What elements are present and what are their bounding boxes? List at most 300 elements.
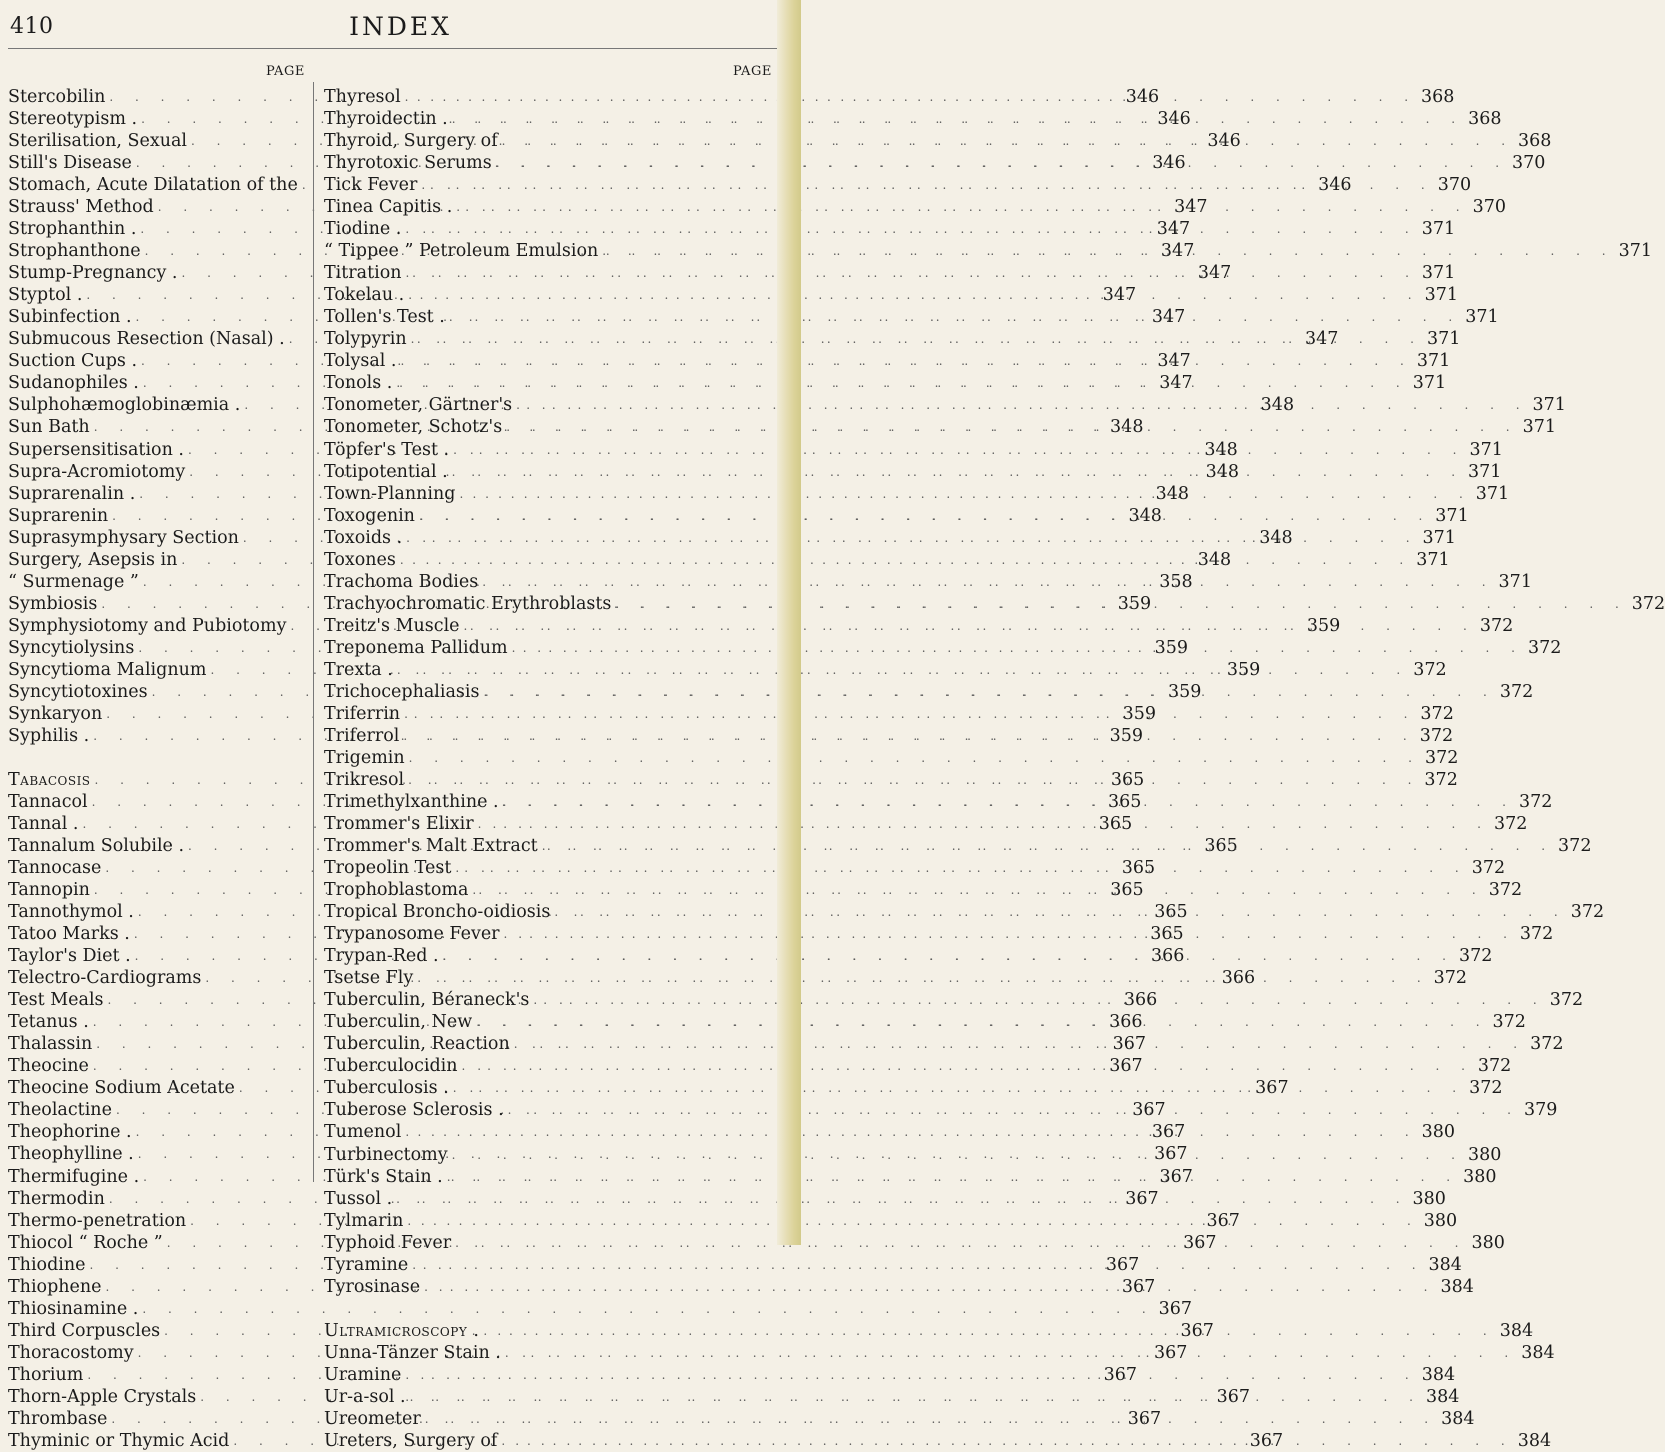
page-reference: 366 <box>1109 1012 1143 1033</box>
page-reference: 347 <box>1151 307 1186 328</box>
leader-dots <box>420 1276 1436 1298</box>
index-term: Stereotypism . <box>8 109 138 130</box>
leader-dots <box>502 416 1518 438</box>
index-term: Triferrol <box>324 725 400 746</box>
leader-dots <box>499 791 1515 813</box>
page-reference: 380 <box>1423 1210 1458 1231</box>
index-term: Syphilis . <box>8 725 90 746</box>
index-term: Sulphohæmoglobinæmia . <box>8 395 241 416</box>
leader-dots <box>401 86 1417 108</box>
index-term: Thiodine <box>8 1254 86 1275</box>
leader-dots <box>550 901 1566 923</box>
index-term: Tyrosinase <box>324 1276 421 1297</box>
page-reference: 365 <box>1154 902 1188 923</box>
leader-dots <box>451 1232 1467 1254</box>
page-reference: 371 <box>1416 549 1450 570</box>
leader-dots <box>402 527 1418 549</box>
index-term: Sudanophiles . <box>8 373 139 394</box>
page-reference: 366 <box>1150 946 1185 967</box>
index-term: Theolactine <box>8 1100 112 1121</box>
page-reference: 365 <box>1098 814 1133 834</box>
leader-dots <box>401 1364 1417 1386</box>
page-reference: 371 <box>1469 439 1503 460</box>
page-reference: 367 <box>1103 1364 1138 1385</box>
leader-dots <box>468 879 1484 901</box>
page-reference: 372 <box>1530 1034 1564 1055</box>
page-reference: 380 <box>1467 1144 1502 1165</box>
page-reference: 347 <box>1156 219 1191 240</box>
page-reference: 371 <box>1421 263 1456 284</box>
leader-dots <box>460 615 1476 637</box>
page-reference: 372 <box>1549 990 1584 1011</box>
page-reference: 366 <box>1123 990 1158 1011</box>
index-term: Trophoblastoma <box>324 880 469 901</box>
index-entry <box>324 747 1459 769</box>
index-term: Theophylline . <box>8 1144 134 1165</box>
index-term: Thorn-Apple Crystals <box>8 1386 197 1407</box>
index-term: Thyminic or Thymic Acid <box>8 1430 230 1451</box>
index-term: Trikresol <box>324 769 405 790</box>
leader-dots <box>399 725 1415 747</box>
page-reference: 367 <box>1127 1408 1162 1429</box>
page-reference: 365 <box>1204 836 1238 857</box>
page-reference: 372 <box>1479 615 1514 636</box>
index-term: Stercobilin <box>8 87 106 107</box>
index-term: Suprasymphysary Section <box>8 527 239 548</box>
page-reference: 348 <box>1197 549 1232 570</box>
page-reference: 366 <box>1221 968 1256 989</box>
index-term: “ Surmenage ” <box>8 571 139 592</box>
leader-dots <box>407 328 1423 350</box>
index-term: Thermo-penetration <box>8 1210 187 1231</box>
page-reference: 367 <box>1183 1232 1217 1253</box>
index-term: “ Tippee ” Petroleum Emulsion <box>324 241 599 262</box>
index-term: Tannacol <box>8 791 88 812</box>
leader-dots <box>396 549 1412 571</box>
page-reference: 371 <box>1468 461 1502 482</box>
header-rule <box>8 48 778 49</box>
index-term: Titration <box>324 263 402 284</box>
leader-dots <box>448 108 1464 130</box>
page-reference: 347 <box>1102 285 1137 306</box>
page-reference: 370 <box>1472 197 1507 218</box>
page-reference: 384 <box>1440 1276 1474 1297</box>
index-term: Thermifugine . <box>8 1166 140 1187</box>
index-term: Totipotential . <box>324 461 448 482</box>
index-term: Suprarenalin . <box>8 483 136 504</box>
page-reference: 359 <box>1154 637 1189 658</box>
index-term: Styptol . <box>8 285 83 306</box>
page-reference: 380 <box>1463 1166 1497 1187</box>
page-reference: 367 <box>1151 1122 1186 1143</box>
page-reference: 348 <box>1155 483 1190 504</box>
index-term: Treponema Pallidum <box>324 637 508 658</box>
index-term: Thiocol “ Roche ” <box>8 1232 163 1253</box>
leader-dots <box>392 372 1408 394</box>
index-term: Tannal . <box>8 814 79 834</box>
index-term: Test Meals <box>8 990 104 1011</box>
page-reference: 371 <box>1412 373 1447 394</box>
index-term: Telectro-Cardiograms <box>8 968 202 989</box>
index-term: Tylmarin <box>324 1210 404 1231</box>
leader-dots <box>406 1386 1422 1408</box>
page-reference: 372 <box>1492 1012 1526 1033</box>
leader-dots <box>445 306 1461 328</box>
running-title: INDEX <box>349 12 452 41</box>
page-reference: 371 <box>1421 219 1456 240</box>
page-reference: 348 <box>1128 505 1162 526</box>
page-reference: 348 <box>1110 417 1144 438</box>
page-reference: 384 <box>1428 1254 1462 1275</box>
page-reference: 384 <box>1499 1320 1534 1341</box>
index-term: Subinfection . <box>8 307 132 328</box>
page-reference: 365 <box>1121 858 1156 879</box>
index-term: Toxoids . <box>324 527 403 548</box>
page-reference: 372 <box>1570 902 1605 923</box>
leader-dots <box>479 1320 1495 1342</box>
index-term: Thoracostomy <box>8 1342 134 1363</box>
page-reference: 372 <box>1493 814 1528 835</box>
page-reference: 365 <box>1150 924 1184 945</box>
index-term: Tinea Capitis . <box>324 197 453 218</box>
index-term: Tsetse Fly <box>324 968 414 989</box>
leader-dots <box>529 989 1545 1011</box>
page-reference: 359 <box>1226 659 1261 680</box>
leader-dots <box>400 703 1416 725</box>
page-reference: 372 <box>1527 637 1562 658</box>
page-reference: 347 <box>1159 373 1193 394</box>
leader-dots <box>401 218 1417 240</box>
leader-dots <box>396 350 1412 372</box>
index-term: Sun Bath <box>8 417 90 438</box>
leader-dots <box>451 857 1467 879</box>
index-term: Thalassin <box>8 1034 93 1055</box>
leader-dots <box>472 1011 1488 1033</box>
page-reference: 384 <box>1517 1430 1552 1451</box>
page-reference: 367 <box>1109 1056 1143 1077</box>
index-term: Still's Disease <box>8 153 132 174</box>
page-reference: 372 <box>1425 747 1459 768</box>
leader-dots <box>448 1144 1464 1166</box>
page-reference: 367 <box>1249 1430 1284 1451</box>
leader-dots <box>452 196 1468 218</box>
page-reference: 370 <box>1437 175 1472 196</box>
index-term: Trigemin <box>324 747 405 768</box>
index-term: Türk's Stain . <box>324 1166 443 1187</box>
page-reference: 372 <box>1420 703 1454 724</box>
leader-dots <box>500 923 1516 945</box>
page-reference: 380 <box>1471 1232 1505 1253</box>
page-reference: 367 <box>1132 1100 1166 1121</box>
index-term: Tollen's Test . <box>324 307 445 328</box>
page-reference: 347 <box>1157 351 1191 372</box>
leader-dots <box>449 1077 1465 1099</box>
page-reference: 367 <box>1159 1166 1193 1187</box>
leader-dots <box>498 130 1514 152</box>
index-term: Thyroid, Surgery of <box>324 131 498 152</box>
index-term: Unna-Tänzer Stain . <box>324 1342 501 1363</box>
index-term: Surgery, Asepsis in <box>8 549 178 570</box>
page-header <box>0 8 801 48</box>
page-reference: 372 <box>1631 593 1665 614</box>
index-term: Tiodine . <box>324 219 402 240</box>
page-reference: 359 <box>1117 593 1152 614</box>
index-term: Trachoma Bodies <box>324 571 479 592</box>
right-page-column-label: PAGE <box>733 64 772 79</box>
page-reference: 359 <box>1306 615 1341 636</box>
leader-dots <box>510 1033 1526 1055</box>
page-reference: 367 <box>1112 1034 1146 1055</box>
index-term: Symphysiotomy and Pubiotomy <box>8 615 287 636</box>
index-term: Tuberculocidin <box>324 1056 458 1077</box>
leader-dots <box>478 571 1494 593</box>
index-term: Thyresol <box>324 87 401 107</box>
leader-dots <box>504 1099 1520 1121</box>
page-reference: 370 <box>1512 153 1546 174</box>
leader-dots <box>401 1121 1417 1143</box>
index-term: Stump-Pregnancy . <box>8 263 178 284</box>
leader-dots <box>405 747 1421 769</box>
index-term: Synkaryon <box>8 703 103 724</box>
page-reference: 371 <box>1522 417 1556 438</box>
index-term: Ureters, Surgery of <box>324 1430 498 1451</box>
page-reference: 372 <box>1419 725 1454 746</box>
index-term: Strauss' Method <box>8 197 154 218</box>
index-term: Trypan-Red . <box>324 946 439 967</box>
leader-dots <box>392 1188 1408 1210</box>
page-number: 410 <box>10 14 54 39</box>
index-term: Tolypyrin <box>324 329 407 350</box>
page-reference: 372 <box>1413 659 1447 680</box>
index-term: Tannopin <box>8 880 90 901</box>
index-term: Tannothymol . <box>8 902 134 923</box>
index-term: Tetanus . <box>8 1012 89 1033</box>
page-reference: 365 <box>1108 791 1142 812</box>
leader-dots <box>443 1166 1459 1188</box>
page-reference: 371 <box>1498 571 1532 592</box>
leader-dots <box>415 505 1431 527</box>
page-reference: 380 <box>1421 1122 1456 1143</box>
index-term: Tuberculin, Reaction <box>324 1034 510 1055</box>
page-reference: 371 <box>1424 285 1458 306</box>
page-reference: 371 <box>1427 329 1461 350</box>
leader-dots <box>404 284 1420 306</box>
index-term: Thrombase <box>8 1408 108 1429</box>
page-reference: 368 <box>1518 131 1552 152</box>
page-reference: 359 <box>1109 725 1143 746</box>
column-divider <box>313 82 314 1182</box>
index-term: Symbiosis <box>8 593 98 614</box>
page-reference: 371 <box>1465 307 1499 328</box>
index-term: Thiophene <box>8 1276 102 1297</box>
index-term: Submucous Resection (Nasal) . <box>8 329 285 350</box>
index-term: Taylor's Diet . <box>8 946 131 967</box>
index-term: Thorium <box>8 1364 84 1385</box>
leader-dots <box>458 1055 1474 1077</box>
page-reference: 372 <box>1558 836 1592 857</box>
index-term: Tabacosis <box>8 769 91 790</box>
page-reference: 384 <box>1521 1342 1555 1363</box>
page-reference: 347 <box>1160 241 1195 262</box>
index-term: Toxogenin <box>324 505 415 526</box>
page-reference: 384 <box>1441 1408 1475 1429</box>
page-reference: 348 <box>1205 461 1240 482</box>
leader-dots <box>611 593 1627 615</box>
page-reference: 372 <box>1469 1078 1503 1099</box>
page-reference: 347 <box>1305 329 1339 350</box>
page-reference: 367 <box>1125 1188 1159 1209</box>
leader-dots <box>455 483 1471 505</box>
page-reference: 368 <box>1421 87 1455 107</box>
index-term: Tussol . <box>324 1188 393 1209</box>
leader-dots <box>403 1210 1419 1232</box>
left-page-column-label: PAGE <box>266 64 305 79</box>
index-term: Syncytiolysins <box>8 637 135 658</box>
index-term: Tonometer, Gärtner's <box>324 395 513 416</box>
index-term: Theocine Sodium Acetate <box>8 1078 235 1099</box>
index-term: Supersensitisation . <box>8 439 184 460</box>
index-term: Toxones <box>324 549 396 570</box>
page-reference: 371 <box>1422 527 1456 548</box>
leader-dots <box>421 1408 1437 1430</box>
page-reference: 365 <box>1110 880 1144 901</box>
page-reference: 372 <box>1518 792 1553 812</box>
index-term: Theocine <box>8 1056 89 1077</box>
page-reference: 367 <box>1105 1254 1140 1275</box>
index-term: Ureometer <box>324 1408 421 1429</box>
page-reference: 348 <box>1204 439 1238 460</box>
leader-dots <box>512 394 1528 416</box>
leader-dots <box>413 967 1429 989</box>
index-term: Thyrotoxic Serums <box>324 153 492 174</box>
page-reference: 367 <box>1154 1144 1188 1165</box>
index-term: Syncytiotoxines <box>8 681 148 702</box>
page-reference: 371 <box>1475 483 1510 504</box>
page-reference: 359 <box>1168 681 1202 702</box>
page-reference: 358 <box>1159 571 1193 592</box>
index-term: Suction Cups . <box>8 351 138 372</box>
leader-dots <box>480 681 1496 703</box>
page-reference: 367 <box>1154 1342 1188 1363</box>
page-reference: 346 <box>1318 175 1352 196</box>
index-term: Sterilisation, Sexual <box>8 131 188 152</box>
page-reference: 367 <box>1255 1078 1289 1099</box>
index-term: Tuberose Sclerosis . <box>324 1100 504 1121</box>
index-term: Theophorine . <box>8 1122 132 1143</box>
index-term: Strophanthin . <box>8 219 137 240</box>
page-reference: 372 <box>1499 681 1534 702</box>
index-term: Triferrin <box>324 703 401 724</box>
page-reference: 346 <box>1152 153 1186 174</box>
page-reference: 372 <box>1458 946 1493 967</box>
leader-dots <box>393 659 1409 681</box>
index-term: Tonometer, Schotz's <box>324 417 503 438</box>
leader-dots <box>501 1342 1517 1364</box>
index-term: Tropeolin Test <box>324 858 452 879</box>
index-term: Tuberculin, New <box>324 1012 473 1033</box>
page-reference: 372 <box>1519 924 1554 945</box>
index-term: Ultramicroscopy . <box>324 1320 480 1341</box>
page-reference: 372 <box>1488 880 1523 901</box>
index-term: Trexta . <box>324 659 393 680</box>
page-edge <box>777 0 801 1245</box>
index-term: Trommer's Malt Extract <box>324 836 538 857</box>
page-reference: 365 <box>1110 769 1145 790</box>
index-term: Treitz's Muscle <box>324 615 460 636</box>
page-reference: 348 <box>1260 395 1295 416</box>
index-term: Tyramine <box>324 1254 409 1275</box>
page-reference: 346 <box>1125 87 1160 107</box>
page-reference: 372 <box>1471 858 1506 879</box>
index-term: Town-Planning <box>324 483 456 504</box>
index-term: Tolysal . <box>324 351 397 372</box>
page-reference: 372 <box>1477 1056 1512 1077</box>
index-term: Strophanthone <box>8 241 141 262</box>
page-reference: 384 <box>1425 1386 1460 1407</box>
index-term: Trommer's Elixir <box>324 814 474 835</box>
index-term: Tumenol <box>324 1122 402 1143</box>
leader-dots <box>497 1430 1513 1452</box>
index-term: Suprarenin <box>8 505 109 526</box>
index-term: Trachyochromatic Erythroblasts <box>324 593 612 614</box>
index-term: Trichocephaliasis <box>324 681 480 702</box>
index-term: Third Corpuscles <box>8 1320 161 1341</box>
leader-dots <box>417 174 1433 196</box>
page-reference: 367 <box>1121 1276 1156 1297</box>
page-reference: 371 <box>1416 351 1451 372</box>
leader-dots <box>492 152 1508 174</box>
index-term: Tokelau . <box>324 285 405 306</box>
leader-dots <box>402 262 1418 284</box>
index-term: Turbinectomy <box>324 1144 448 1165</box>
index-term: Tuberculin, Béraneck's <box>324 990 530 1011</box>
index-term: Syncytioma Malignum <box>8 659 207 680</box>
page-reference: 367 <box>1180 1320 1214 1341</box>
index-term: Tannocase <box>8 858 102 879</box>
index-term: Uramine <box>324 1364 402 1385</box>
page-reference: 379 <box>1523 1100 1558 1121</box>
page-reference: 371 <box>1532 395 1566 416</box>
page-reference: 384 <box>1421 1364 1456 1385</box>
leader-dots <box>474 813 1490 835</box>
page-reference: 346 <box>1207 131 1241 152</box>
index-term: Thiosinamine . <box>8 1298 139 1319</box>
page-reference: 372 <box>1433 968 1468 989</box>
leader-dots <box>508 637 1524 659</box>
leader-dots <box>448 461 1464 483</box>
page-reference: 380 <box>1412 1188 1446 1209</box>
index-term: Supra-Acromiotomy <box>8 461 186 482</box>
leader-dots <box>404 769 1420 791</box>
index-term: Typhoid Fever <box>324 1232 452 1253</box>
index-term: Thermodin <box>8 1188 105 1209</box>
leader-dots <box>408 1254 1424 1276</box>
index-term: Tick Fever <box>324 175 418 196</box>
index-term: Tonols . <box>324 373 393 394</box>
index-entry <box>8 1298 1193 1320</box>
page-reference: 348 <box>1259 527 1293 548</box>
page-reference: 347 <box>1174 197 1208 218</box>
index-term: Thyroidectin . <box>324 109 448 130</box>
index-term: Tatoo Marks . <box>8 924 130 945</box>
index-term: Trimethylxanthine . <box>324 792 499 812</box>
page-reference: 367 <box>1158 1298 1193 1319</box>
leader-dots <box>598 240 1614 262</box>
page-reference: 359 <box>1122 703 1156 724</box>
index-term: Trypanosome Fever <box>324 924 500 945</box>
index-term: Tuberculosis . <box>324 1078 449 1099</box>
index-term: Tannalum Solubile . <box>8 836 185 857</box>
